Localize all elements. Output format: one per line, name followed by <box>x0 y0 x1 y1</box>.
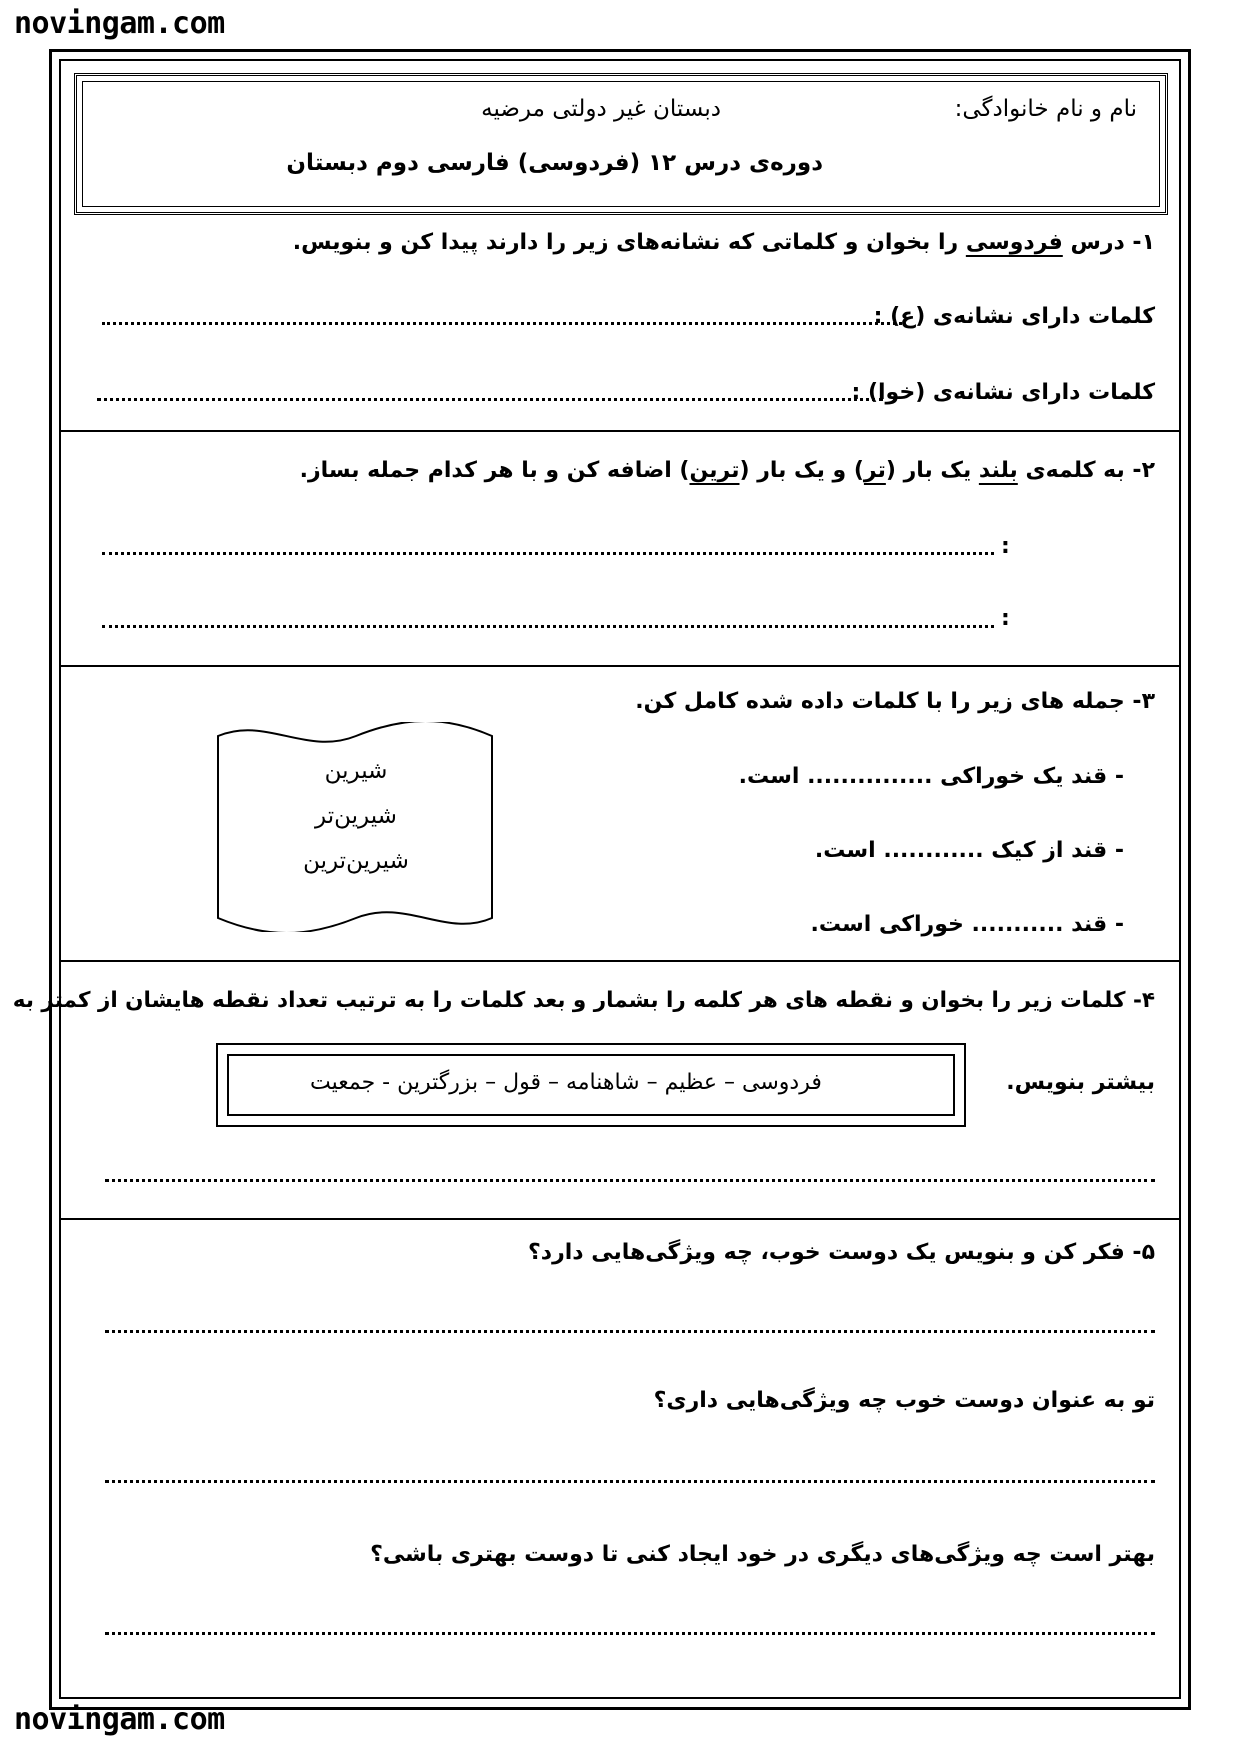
divider-2 <box>59 665 1181 667</box>
watermark-top: novingam.com <box>14 6 225 41</box>
q2-colon-1: : <box>1001 534 1010 559</box>
q4-prompt-cont: بیشتر بنویس. <box>1006 1070 1155 1095</box>
school-name: دبستان غیر دولتی مرضیه <box>481 96 721 122</box>
q1-line1-label: کلمات دارای نشانه‌ی (ع) : <box>873 304 1155 329</box>
q4-prompt: ۴- کلمات زیر را بخوان و نقطه های هر کلمه را بشمار و بعد کلمات را به ترتیب تعداد نقطه هایشان از کمتر به <box>12 988 1155 1013</box>
q4-words: فردوسی – عظیم – شاهنامه – قول – بزرگترین - جمعیت <box>310 1070 822 1095</box>
q3-prompt: ۳- جمله های زیر را با کلمات داده شده کامل کن. <box>635 689 1155 714</box>
q1-line2-label: کلمات دارای نشانه‌ی (خوا) : <box>851 380 1155 405</box>
q3-item-2: - قند از کیک ............ است. <box>814 838 1124 863</box>
divider-1 <box>59 430 1181 432</box>
watermark-bottom: novingam.com <box>14 1702 225 1737</box>
q1-answer-line-2[interactable] <box>97 398 883 401</box>
banner-word-1: شیرین <box>324 758 388 784</box>
header-box <box>74 73 1168 215</box>
q5-sub1: تو به عنوان دوست خوب چه ویژگی‌هایی داری؟ <box>653 1388 1155 1413</box>
banner-word-3: شیرین‌ترین <box>303 848 409 874</box>
q3-item-1: - قند یک خوراکی ............... است. <box>738 764 1124 789</box>
q5-sub2: بهتر است چه ویژگی‌های دیگری در خود ایجاد کنی تا دوست بهتری باشی؟ <box>370 1542 1155 1567</box>
q3-item-3: - قند ........... خوراکی است. <box>810 912 1124 937</box>
q5-answer-line-2[interactable] <box>105 1480 1155 1483</box>
divider-4 <box>59 1218 1181 1220</box>
q5-prompt: ۵- فکر کن و بنویس یک دوست خوب، چه ویژگی‌هایی دارد؟ <box>528 1240 1155 1265</box>
q2-answer-line-2[interactable] <box>102 625 994 628</box>
page-title: دوره‌ی درس ۱۲ (فردوسی) فارسی دوم دبستان <box>286 150 823 176</box>
q2-answer-line-1[interactable] <box>102 552 994 555</box>
q5-answer-line-3[interactable] <box>105 1632 1155 1635</box>
q2-colon-2: : <box>1001 606 1010 631</box>
q4-answer-line[interactable] <box>105 1179 1155 1182</box>
q5-answer-line-1[interactable] <box>105 1330 1155 1333</box>
q1-answer-line-1[interactable] <box>102 322 902 325</box>
divider-3 <box>59 960 1181 962</box>
q2-prompt: ۲- به کلمه‌ی بلند یک بار (تر) و یک بار (ترین) اضافه کن و با هر کدام جمله بساز. <box>299 458 1155 483</box>
banner-word-2: شیرین‌تر <box>315 803 397 829</box>
q1-prompt: ۱- درس فردوسی را بخوان و کلماتی که نشانه‌های زیر را دارند پیدا کن و بنویس. <box>292 230 1155 255</box>
name-label: نام و نام خانوادگی: <box>954 96 1137 122</box>
